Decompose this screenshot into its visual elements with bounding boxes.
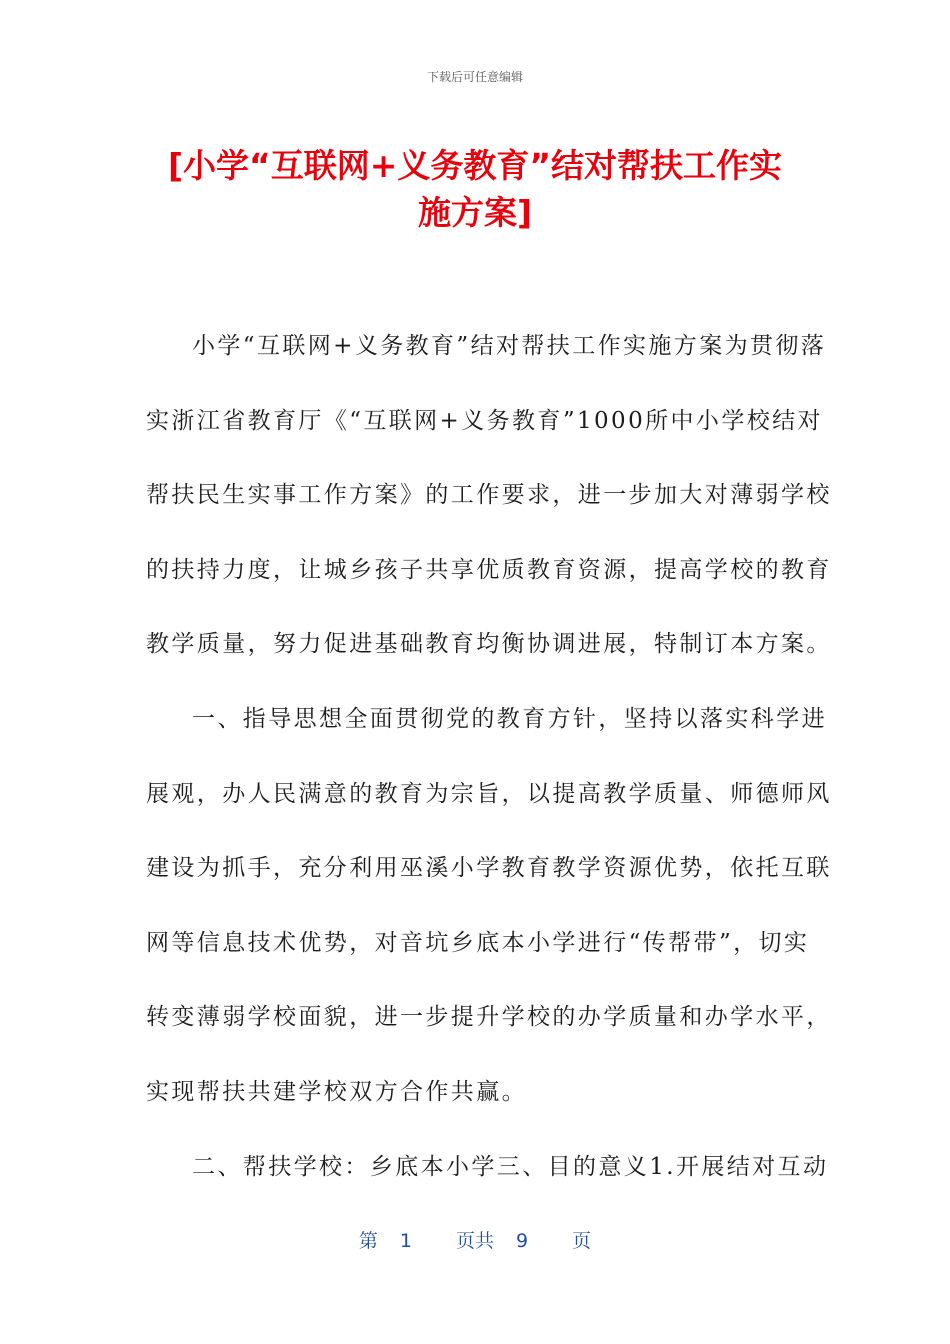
paragraph-line: 实现帮扶共建学校双方合作共赢。 xyxy=(146,1078,527,1105)
paragraph-line: 一、指导思想全面贯彻党的教育方针，坚持以落实科学进 xyxy=(192,705,827,732)
paragraph-line: 小学“互联网+义务教育”结对帮扶工作实施方案为贯彻落 xyxy=(192,333,827,359)
paragraph-line: 转变薄弱学校面貌，进一步提升学校的办学质量和办学水平， xyxy=(146,1004,832,1031)
paragraph-line: 实浙江省教育厅《“互联网+义务教育”1000所中小学校结对 xyxy=(146,407,823,434)
page-label-prefix: 第 xyxy=(358,1230,378,1252)
document-body xyxy=(146,320,832,1215)
paragraph-line: 二、帮扶学校：乡底本小学三、目的意义1.开展结对互动 xyxy=(192,1153,829,1180)
paragraph-line: 展观，办人民满意的教育为宗旨，以提高教学质量、师德师风 xyxy=(146,780,832,807)
header-note: 下载后可任意编辑 xyxy=(426,70,523,84)
paragraph-line: 网等信息技术优势，对音坑乡底本小学进行“传帮带”，切实 xyxy=(146,929,810,956)
paragraph-line: 帮扶民生实事工作方案》的工作要求，进一步加大对薄弱学校 xyxy=(146,482,832,509)
paragraph-line: 教学质量，努力促进基础教育均衡协调进展，特制订本方案。 xyxy=(146,631,832,658)
document-title-line-1: [小学“互联网+义务教育”结对帮扶工作实 xyxy=(167,146,783,185)
page-footer xyxy=(0,1226,950,1253)
page-number-current: 1 xyxy=(399,1230,412,1252)
paragraph-line: 的扶持力度，让城乡孩子共享优质教育资源，提高学校的教育 xyxy=(146,556,832,583)
document-title xyxy=(120,142,830,236)
page-number-total: 9 xyxy=(516,1230,529,1252)
paragraph-line: 建设为抓手，充分利用巫溪小学教育教学资源优势，依托互联 xyxy=(146,855,832,882)
document-title-line-2: 施方案] xyxy=(417,193,533,232)
page-label-mid: 页共 xyxy=(455,1230,494,1252)
page-label-suffix: 页 xyxy=(572,1230,592,1252)
